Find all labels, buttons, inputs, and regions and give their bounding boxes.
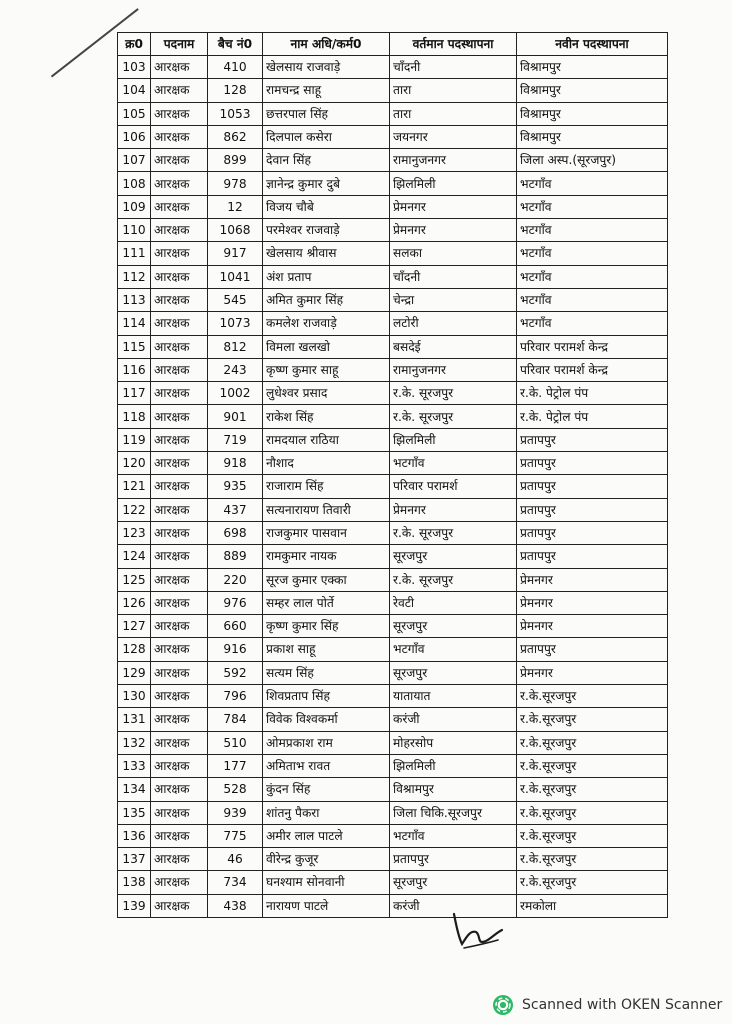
designation-cell: आरक्षक bbox=[151, 475, 208, 498]
batch-number-cell: 243 bbox=[208, 358, 263, 381]
batch-number-cell: 916 bbox=[208, 638, 263, 661]
new-posting-cell: प्रतापपुर bbox=[517, 638, 668, 661]
name-cell: कमलेश राजवाड़े bbox=[263, 312, 390, 335]
batch-number-cell: 220 bbox=[208, 568, 263, 591]
batch-number-cell: 901 bbox=[208, 405, 263, 428]
designation-cell: आरक्षक bbox=[151, 172, 208, 195]
current-posting-cell: झिलमिली bbox=[390, 172, 517, 195]
header-name: नाम अधि/कर्म0 bbox=[263, 33, 390, 56]
name-cell: राजकुमार पासवान bbox=[263, 521, 390, 544]
name-cell: शिवप्रताप सिंह bbox=[263, 685, 390, 708]
table-row bbox=[118, 358, 668, 381]
new-posting-cell: भटगाँव bbox=[517, 265, 668, 288]
table-body bbox=[118, 56, 668, 918]
batch-number-cell: 796 bbox=[208, 685, 263, 708]
serial-number-cell: 121 bbox=[118, 475, 151, 498]
handwritten-signature bbox=[448, 908, 508, 952]
current-posting-cell: जयनगर bbox=[390, 125, 517, 148]
designation-cell: आरक्षक bbox=[151, 778, 208, 801]
current-posting-cell: चाँदनी bbox=[390, 56, 517, 79]
table-row bbox=[118, 382, 668, 405]
new-posting-cell: प्रतापपुर bbox=[517, 428, 668, 451]
name-cell: अमिताभ रावत bbox=[263, 754, 390, 777]
new-posting-cell: र.के. पेट्रोल पंप bbox=[517, 382, 668, 405]
header-batch-number: बैच नं0 bbox=[208, 33, 263, 56]
new-posting-cell: प्रतापपुर bbox=[517, 545, 668, 568]
serial-number-cell: 106 bbox=[118, 125, 151, 148]
designation-cell: आरक्षक bbox=[151, 382, 208, 405]
batch-number-cell: 1073 bbox=[208, 312, 263, 335]
name-cell: नौशाद bbox=[263, 452, 390, 475]
serial-number-cell: 126 bbox=[118, 591, 151, 614]
serial-number-cell: 115 bbox=[118, 335, 151, 358]
table-row bbox=[118, 591, 668, 614]
name-cell: कुंदन सिंह bbox=[263, 778, 390, 801]
current-posting-cell: करंजी bbox=[390, 708, 517, 731]
batch-number-cell: 784 bbox=[208, 708, 263, 731]
batch-number-cell: 592 bbox=[208, 661, 263, 684]
batch-number-cell: 545 bbox=[208, 288, 263, 311]
designation-cell: आरक्षक bbox=[151, 288, 208, 311]
current-posting-cell: मोहरसोप bbox=[390, 731, 517, 754]
table-row bbox=[118, 288, 668, 311]
table-row bbox=[118, 801, 668, 824]
new-posting-cell: भटगाँव bbox=[517, 312, 668, 335]
batch-number-cell: 12 bbox=[208, 195, 263, 218]
new-posting-cell: प्रेमनगर bbox=[517, 661, 668, 684]
serial-number-cell: 133 bbox=[118, 754, 151, 777]
batch-number-cell: 1041 bbox=[208, 265, 263, 288]
new-posting-cell: र.के.सूरजपुर bbox=[517, 754, 668, 777]
serial-number-cell: 125 bbox=[118, 568, 151, 591]
designation-cell: आरक्षक bbox=[151, 498, 208, 521]
table-row bbox=[118, 125, 668, 148]
new-posting-cell: र.के. पेट्रोल पंप bbox=[517, 405, 668, 428]
serial-number-cell: 124 bbox=[118, 545, 151, 568]
current-posting-cell: रेवटी bbox=[390, 591, 517, 614]
serial-number-cell: 128 bbox=[118, 638, 151, 661]
current-posting-cell: भटगाँव bbox=[390, 824, 517, 847]
table-row bbox=[118, 265, 668, 288]
batch-number-cell: 899 bbox=[208, 149, 263, 172]
serial-number-cell: 104 bbox=[118, 79, 151, 102]
name-cell: ओमप्रकाश राम bbox=[263, 731, 390, 754]
designation-cell: आरक्षक bbox=[151, 265, 208, 288]
designation-cell: आरक्षक bbox=[151, 149, 208, 172]
current-posting-cell: रामानुजनगर bbox=[390, 358, 517, 381]
name-cell: छत्तरपाल सिंह bbox=[263, 102, 390, 125]
name-cell: रामकुमार नायक bbox=[263, 545, 390, 568]
designation-cell: आरक्षक bbox=[151, 568, 208, 591]
new-posting-cell: प्रतापपुर bbox=[517, 475, 668, 498]
designation-cell: आरक्षक bbox=[151, 125, 208, 148]
serial-number-cell: 119 bbox=[118, 428, 151, 451]
batch-number-cell: 862 bbox=[208, 125, 263, 148]
serial-number-cell: 116 bbox=[118, 358, 151, 381]
name-cell: अंश प्रताप bbox=[263, 265, 390, 288]
table-row bbox=[118, 219, 668, 242]
new-posting-cell: भटगाँव bbox=[517, 242, 668, 265]
designation-cell: आरक्षक bbox=[151, 195, 208, 218]
serial-number-cell: 130 bbox=[118, 685, 151, 708]
designation-cell: आरक्षक bbox=[151, 708, 208, 731]
name-cell: खेलसाय श्रीवास bbox=[263, 242, 390, 265]
table-row bbox=[118, 545, 668, 568]
new-posting-cell: प्रेमनगर bbox=[517, 591, 668, 614]
current-posting-cell: बसदेई bbox=[390, 335, 517, 358]
serial-number-cell: 132 bbox=[118, 731, 151, 754]
batch-number-cell: 438 bbox=[208, 894, 263, 917]
name-cell: देवान सिंह bbox=[263, 149, 390, 172]
name-cell: ज्ञानेन्द्र कुमार दुबे bbox=[263, 172, 390, 195]
serial-number-cell: 123 bbox=[118, 521, 151, 544]
serial-number-cell: 112 bbox=[118, 265, 151, 288]
designation-cell: आरक्षक bbox=[151, 591, 208, 614]
serial-number-cell: 122 bbox=[118, 498, 151, 521]
scanner-watermark-text: Scanned with OKEN Scanner bbox=[522, 997, 723, 1013]
serial-number-cell: 110 bbox=[118, 219, 151, 242]
current-posting-cell: झिलमिली bbox=[390, 754, 517, 777]
serial-number-cell: 131 bbox=[118, 708, 151, 731]
new-posting-cell: भटगाँव bbox=[517, 219, 668, 242]
name-cell: शांतनु पैकरा bbox=[263, 801, 390, 824]
current-posting-cell: सूरजपुर bbox=[390, 871, 517, 894]
designation-cell: आरक्षक bbox=[151, 685, 208, 708]
batch-number-cell: 976 bbox=[208, 591, 263, 614]
table-row bbox=[118, 475, 668, 498]
batch-number-cell: 698 bbox=[208, 521, 263, 544]
serial-number-cell: 135 bbox=[118, 801, 151, 824]
table-row bbox=[118, 731, 668, 754]
current-posting-cell: चेन्द्रा bbox=[390, 288, 517, 311]
table-row bbox=[118, 149, 668, 172]
table-row bbox=[118, 638, 668, 661]
current-posting-cell: भटगाँव bbox=[390, 452, 517, 475]
designation-cell: आरक्षक bbox=[151, 731, 208, 754]
serial-number-cell: 114 bbox=[118, 312, 151, 335]
name-cell: खेलसाय राजवाड़े bbox=[263, 56, 390, 79]
new-posting-cell: र.के.सूरजपुर bbox=[517, 871, 668, 894]
current-posting-cell: विश्रामपुर bbox=[390, 778, 517, 801]
header-designation: पदनाम bbox=[151, 33, 208, 56]
designation-cell: आरक्षक bbox=[151, 242, 208, 265]
batch-number-cell: 734 bbox=[208, 871, 263, 894]
table-row bbox=[118, 452, 668, 475]
serial-number-cell: 127 bbox=[118, 615, 151, 638]
new-posting-cell: परिवार परामर्श केन्द्र bbox=[517, 358, 668, 381]
serial-number-cell: 118 bbox=[118, 405, 151, 428]
new-posting-cell: प्रतापपुर bbox=[517, 521, 668, 544]
current-posting-cell: सूरजपुर bbox=[390, 545, 517, 568]
new-posting-cell: रमकोला bbox=[517, 894, 668, 917]
new-posting-cell: प्रेमनगर bbox=[517, 568, 668, 591]
new-posting-cell: विश्रामपुर bbox=[517, 56, 668, 79]
table-row bbox=[118, 685, 668, 708]
name-cell: दिलपाल कसेरा bbox=[263, 125, 390, 148]
current-posting-cell: प्रेमनगर bbox=[390, 219, 517, 242]
designation-cell: आरक्षक bbox=[151, 545, 208, 568]
name-cell: सम्हर लाल पोर्ते bbox=[263, 591, 390, 614]
batch-number-cell: 1002 bbox=[208, 382, 263, 405]
table-row bbox=[118, 428, 668, 451]
designation-cell: आरक्षक bbox=[151, 754, 208, 777]
name-cell: अमीर लाल पाटले bbox=[263, 824, 390, 847]
batch-number-cell: 939 bbox=[208, 801, 263, 824]
table-row bbox=[118, 56, 668, 79]
new-posting-cell: र.के.सूरजपुर bbox=[517, 778, 668, 801]
header-new-posting: नवीन पदस्थापना bbox=[517, 33, 668, 56]
batch-number-cell: 177 bbox=[208, 754, 263, 777]
name-cell: विवेक विश्वकर्मा bbox=[263, 708, 390, 731]
batch-number-cell: 128 bbox=[208, 79, 263, 102]
table-row bbox=[118, 242, 668, 265]
new-posting-cell: भटगाँव bbox=[517, 172, 668, 195]
name-cell: सूरज कुमार एक्का bbox=[263, 568, 390, 591]
name-cell: परमेश्वर राजवाड़े bbox=[263, 219, 390, 242]
name-cell: राकेश सिंह bbox=[263, 405, 390, 428]
designation-cell: आरक्षक bbox=[151, 428, 208, 451]
serial-number-cell: 108 bbox=[118, 172, 151, 195]
batch-number-cell: 917 bbox=[208, 242, 263, 265]
name-cell: रामचन्द्र साहू bbox=[263, 79, 390, 102]
transfer-list-table bbox=[117, 32, 668, 918]
current-posting-cell: तारा bbox=[390, 79, 517, 102]
new-posting-cell: जिला अस्प.(सूरजपुर) bbox=[517, 149, 668, 172]
new-posting-cell: र.के.सूरजपुर bbox=[517, 708, 668, 731]
table-row bbox=[118, 824, 668, 847]
table-row bbox=[118, 778, 668, 801]
batch-number-cell: 775 bbox=[208, 824, 263, 847]
designation-cell: आरक्षक bbox=[151, 79, 208, 102]
name-cell: विजय चौबे bbox=[263, 195, 390, 218]
table-row bbox=[118, 894, 668, 917]
designation-cell: आरक्षक bbox=[151, 661, 208, 684]
designation-cell: आरक्षक bbox=[151, 405, 208, 428]
current-posting-cell: सूरजपुर bbox=[390, 615, 517, 638]
batch-number-cell: 528 bbox=[208, 778, 263, 801]
name-cell: नारायण पाटले bbox=[263, 894, 390, 917]
current-posting-cell: भटगाँव bbox=[390, 638, 517, 661]
batch-number-cell: 510 bbox=[208, 731, 263, 754]
table-row bbox=[118, 335, 668, 358]
new-posting-cell: विश्रामपुर bbox=[517, 125, 668, 148]
current-posting-cell: चाँदनी bbox=[390, 265, 517, 288]
table-row bbox=[118, 102, 668, 125]
new-posting-cell: प्रतापपुर bbox=[517, 452, 668, 475]
serial-number-cell: 105 bbox=[118, 102, 151, 125]
serial-number-cell: 138 bbox=[118, 871, 151, 894]
name-cell: घनश्याम सोनवानी bbox=[263, 871, 390, 894]
designation-cell: आरक्षक bbox=[151, 615, 208, 638]
table-row bbox=[118, 195, 668, 218]
designation-cell: आरक्षक bbox=[151, 824, 208, 847]
oken-scanner-logo-icon bbox=[492, 994, 514, 1016]
batch-number-cell: 1068 bbox=[208, 219, 263, 242]
current-posting-cell: परिवार परामर्श bbox=[390, 475, 517, 498]
table-row bbox=[118, 708, 668, 731]
current-posting-cell: झिलमिली bbox=[390, 428, 517, 451]
serial-number-cell: 117 bbox=[118, 382, 151, 405]
name-cell: राजाराम सिंह bbox=[263, 475, 390, 498]
header-serial-number: क्र0 bbox=[118, 33, 151, 56]
table-row bbox=[118, 848, 668, 871]
current-posting-cell: र.के. सूरजपुर bbox=[390, 382, 517, 405]
new-posting-cell: भटगाँव bbox=[517, 288, 668, 311]
current-posting-cell: सूरजपुर bbox=[390, 661, 517, 684]
serial-number-cell: 111 bbox=[118, 242, 151, 265]
serial-number-cell: 113 bbox=[118, 288, 151, 311]
current-posting-cell: रामानुजनगर bbox=[390, 149, 517, 172]
designation-cell: आरक्षक bbox=[151, 638, 208, 661]
new-posting-cell: र.के.सूरजपुर bbox=[517, 685, 668, 708]
name-cell: रामदयाल राठिया bbox=[263, 428, 390, 451]
new-posting-cell: र.के.सूरजपुर bbox=[517, 824, 668, 847]
serial-number-cell: 139 bbox=[118, 894, 151, 917]
name-cell: अमित कुमार सिंह bbox=[263, 288, 390, 311]
batch-number-cell: 889 bbox=[208, 545, 263, 568]
batch-number-cell: 812 bbox=[208, 335, 263, 358]
table-row bbox=[118, 312, 668, 335]
new-posting-cell: र.के.सूरजपुर bbox=[517, 848, 668, 871]
new-posting-cell: र.के.सूरजपुर bbox=[517, 801, 668, 824]
serial-number-cell: 136 bbox=[118, 824, 151, 847]
table-row bbox=[118, 172, 668, 195]
table-row bbox=[118, 521, 668, 544]
current-posting-cell: लटोरी bbox=[390, 312, 517, 335]
batch-number-cell: 46 bbox=[208, 848, 263, 871]
batch-number-cell: 978 bbox=[208, 172, 263, 195]
name-cell: सत्यम सिंह bbox=[263, 661, 390, 684]
serial-number-cell: 107 bbox=[118, 149, 151, 172]
current-posting-cell: यातायात bbox=[390, 685, 517, 708]
current-posting-cell: सलका bbox=[390, 242, 517, 265]
name-cell: लुधेश्वर प्रसाद bbox=[263, 382, 390, 405]
name-cell: कृष्ण कुमार साहू bbox=[263, 358, 390, 381]
designation-cell: आरक्षक bbox=[151, 56, 208, 79]
batch-number-cell: 1053 bbox=[208, 102, 263, 125]
new-posting-cell: र.के.सूरजपुर bbox=[517, 731, 668, 754]
designation-cell: आरक्षक bbox=[151, 848, 208, 871]
table-header-row bbox=[118, 33, 668, 56]
name-cell: कृष्ण कुमार सिंह bbox=[263, 615, 390, 638]
header-current-posting: वर्तमान पदस्थापना bbox=[390, 33, 517, 56]
batch-number-cell: 410 bbox=[208, 56, 263, 79]
name-cell: वीरेन्द्र कुजूर bbox=[263, 848, 390, 871]
designation-cell: आरक्षक bbox=[151, 801, 208, 824]
batch-number-cell: 918 bbox=[208, 452, 263, 475]
table-row bbox=[118, 661, 668, 684]
designation-cell: आरक्षक bbox=[151, 219, 208, 242]
current-posting-cell: प्रेमनगर bbox=[390, 498, 517, 521]
current-posting-cell: र.के. सूरजपुर bbox=[390, 405, 517, 428]
batch-number-cell: 719 bbox=[208, 428, 263, 451]
batch-number-cell: 660 bbox=[208, 615, 263, 638]
new-posting-cell: विश्रामपुर bbox=[517, 79, 668, 102]
table-row bbox=[118, 79, 668, 102]
table-row bbox=[118, 871, 668, 894]
new-posting-cell: प्रेमनगर bbox=[517, 615, 668, 638]
designation-cell: आरक्षक bbox=[151, 312, 208, 335]
current-posting-cell: प्रेमनगर bbox=[390, 195, 517, 218]
name-cell: विमला खलखो bbox=[263, 335, 390, 358]
table-row bbox=[118, 615, 668, 638]
table-row bbox=[118, 498, 668, 521]
designation-cell: आरक्षक bbox=[151, 894, 208, 917]
batch-number-cell: 935 bbox=[208, 475, 263, 498]
serial-number-cell: 134 bbox=[118, 778, 151, 801]
designation-cell: आरक्षक bbox=[151, 335, 208, 358]
new-posting-cell: भटगाँव bbox=[517, 195, 668, 218]
current-posting-cell: र.के. सूरजपुर bbox=[390, 521, 517, 544]
current-posting-cell: र.के. सूरजपुर bbox=[390, 568, 517, 591]
table-row bbox=[118, 754, 668, 777]
name-cell: सत्यनारायण तिवारी bbox=[263, 498, 390, 521]
new-posting-cell: परिवार परामर्श केन्द्र bbox=[517, 335, 668, 358]
serial-number-cell: 129 bbox=[118, 661, 151, 684]
current-posting-cell: तारा bbox=[390, 102, 517, 125]
name-cell: प्रकाश साहू bbox=[263, 638, 390, 661]
serial-number-cell: 103 bbox=[118, 56, 151, 79]
current-posting-cell: करंजी bbox=[390, 894, 517, 917]
serial-number-cell: 109 bbox=[118, 195, 151, 218]
designation-cell: आरक्षक bbox=[151, 521, 208, 544]
designation-cell: आरक्षक bbox=[151, 358, 208, 381]
designation-cell: आरक्षक bbox=[151, 871, 208, 894]
table-row bbox=[118, 405, 668, 428]
serial-number-cell: 137 bbox=[118, 848, 151, 871]
designation-cell: आरक्षक bbox=[151, 102, 208, 125]
table-row bbox=[118, 568, 668, 591]
designation-cell: आरक्षक bbox=[151, 452, 208, 475]
current-posting-cell: प्रतापपुर bbox=[390, 848, 517, 871]
serial-number-cell: 120 bbox=[118, 452, 151, 475]
batch-number-cell: 437 bbox=[208, 498, 263, 521]
new-posting-cell: प्रतापपुर bbox=[517, 498, 668, 521]
scanner-watermark bbox=[492, 994, 722, 1016]
new-posting-cell: विश्रामपुर bbox=[517, 102, 668, 125]
current-posting-cell: जिला चिकि.सूरजपुर bbox=[390, 801, 517, 824]
